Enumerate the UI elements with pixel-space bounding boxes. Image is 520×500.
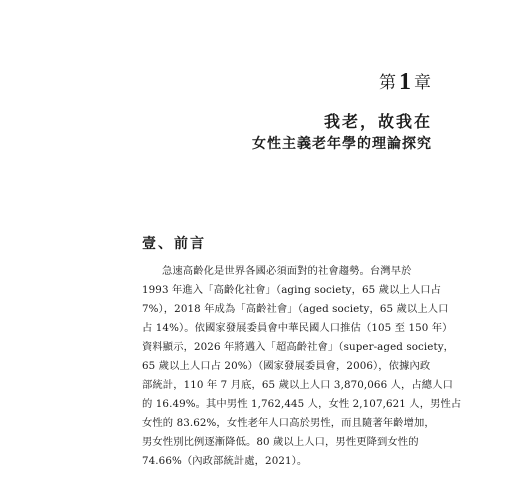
chapter-suffix: 章	[414, 73, 432, 93]
paragraph-line: 的 16.49%。其中男性 1,762,445 人，女性 2,107,621 人，男性占	[142, 398, 462, 410]
paragraph-line: 占 14%）。依國家發展委員會中華民國人口推估（105 至 150 年）	[142, 322, 453, 334]
chapter-label	[0, 68, 432, 96]
paragraph-line: 急速高齡化是世界各國必須面對的社會趨勢。台灣早於	[162, 265, 412, 277]
paragraph-line: 74.66%（內政部統計處，2021）。	[142, 455, 308, 467]
section-heading: 壹、前言	[142, 236, 206, 252]
body-paragraph	[142, 262, 462, 471]
paragraph-line: 7%），2018 年成為「高齡社會」（aged society，65 歲以上人口	[142, 303, 449, 315]
chapter-number: 1	[399, 69, 412, 95]
paragraph-line: 女性的 83.62%，女性老年人口高於男性，而且隨著年齡增加，	[142, 417, 435, 429]
chapter-title: 我老，故我在	[323, 112, 432, 131]
chapter-prefix: 第	[379, 73, 397, 93]
paragraph-line: 部統計，110 年 7 月底，65 歲以上人口 3,870,066 人，占總人口	[142, 379, 453, 391]
paragraph-line: 65 歲以上人口占 20%）（國家發展委員會，2006），依據內政	[142, 360, 431, 372]
paragraph-line: 資料顯示，2026 年將邁入「超高齡社會」（super-aged society，	[142, 341, 455, 353]
chapter-subtitle: 女性主義老年學的理論探究	[252, 136, 432, 152]
paragraph-line: 1993 年進入「高齡化社會」（aging society，65 歲以上人口占	[142, 284, 442, 296]
paragraph-line: 男女性別比例逐漸降低。80 歲以上人口，男性更降到女性的	[142, 436, 419, 448]
